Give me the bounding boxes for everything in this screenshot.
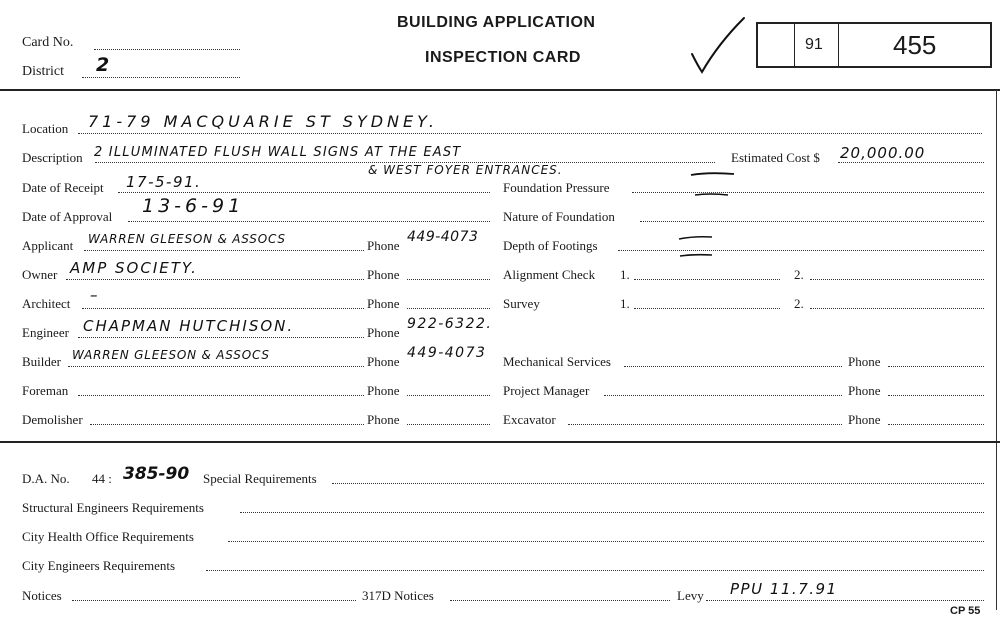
excavator-label: Excavator xyxy=(503,412,556,427)
foreman-label: Foreman xyxy=(22,383,69,398)
applicant-phone-value: 449-4073 xyxy=(407,229,479,245)
city-engineers-label: City Engineers Requirements xyxy=(22,558,176,573)
card-no-label: Card No. xyxy=(22,35,74,50)
builder-phone-label: Phone xyxy=(367,354,400,369)
card-no-line xyxy=(94,49,240,50)
foreman-phone-label: Phone xyxy=(367,383,400,398)
alignment-check-label: Alignment Check xyxy=(503,267,596,282)
survey-1-label: 1. xyxy=(620,296,630,311)
structural-engineers-label: Structural Engineers Requirements xyxy=(22,500,204,515)
owner-value: AMP SOCIETY. xyxy=(70,259,198,277)
engineer-value: CHAPMAN HUTCHISON. xyxy=(83,317,295,335)
location-label: Location xyxy=(22,121,69,136)
date-of-receipt-label: Date of Receipt xyxy=(22,180,104,195)
builder-label: Builder xyxy=(22,354,61,369)
date-of-approval-value: 13-6-91 xyxy=(142,195,245,217)
da-no-prefix: 44 : xyxy=(92,471,112,486)
dash-mark-icon xyxy=(688,170,738,180)
applicant-value: WARREN GLEESON & ASSOCS xyxy=(88,232,286,246)
city-health-office-label: City Health Office Requirements xyxy=(22,529,194,544)
levy-label: Levy xyxy=(677,588,704,603)
architect-phone-label: Phone xyxy=(367,296,400,311)
special-requirements-label: Special Requirements xyxy=(203,471,317,486)
dash-mark-icon xyxy=(692,190,732,200)
district-value: 2 xyxy=(96,54,110,76)
project-manager-phone-label: Phone xyxy=(848,383,881,398)
district-line xyxy=(82,77,240,78)
owner-phone-label: Phone xyxy=(367,267,400,282)
description-label: Description xyxy=(22,150,83,165)
top-rule xyxy=(0,89,1000,91)
description-value-2: & WEST FOYER ENTRANCES. xyxy=(368,163,563,177)
title-line-2: INSPECTION CARD xyxy=(425,49,581,66)
district-label: District xyxy=(22,64,64,79)
file-number: 455 xyxy=(893,30,937,60)
builder-phone-value: 449-4073 xyxy=(407,345,487,361)
architect-value: – xyxy=(90,286,99,304)
dash-mark-icon xyxy=(676,232,716,260)
title-line-1: BUILDING APPLICATION xyxy=(397,14,596,31)
alignment-check-2-label: 2. xyxy=(794,267,804,282)
file-prefix: 91 xyxy=(805,36,823,53)
survey-2-label: 2. xyxy=(794,296,804,311)
alignment-check-1-label: 1. xyxy=(620,267,630,282)
estimated-cost-value: 20,000.00 xyxy=(840,144,926,162)
date-of-receipt-value: 17-5-91. xyxy=(126,173,202,191)
project-manager-label: Project Manager xyxy=(503,383,590,398)
file-number-box xyxy=(756,22,992,68)
foundation-pressure-label: Foundation Pressure xyxy=(503,180,610,195)
builder-value: WARREN GLEESON & ASSOCS xyxy=(72,348,270,362)
da-no-label: D.A. No. xyxy=(22,471,70,486)
mechanical-services-phone-label: Phone xyxy=(848,354,881,369)
applicant-label: Applicant xyxy=(22,238,74,253)
middle-rule xyxy=(0,441,1000,443)
da-no-value: 385-90 xyxy=(123,464,190,484)
engineer-phone-label: Phone xyxy=(367,325,400,340)
demolisher-label: Demolisher xyxy=(22,412,83,427)
demolisher-phone-label: Phone xyxy=(367,412,400,427)
applicant-phone-label: Phone xyxy=(367,238,400,253)
checkmark-icon xyxy=(688,14,748,74)
estimated-cost-label: Estimated Cost $ xyxy=(731,150,820,165)
nature-of-foundation-label: Nature of Foundation xyxy=(503,209,615,224)
excavator-phone-label: Phone xyxy=(848,412,881,427)
location-value: 71-79 MACQUARIE ST SYDNEY. xyxy=(88,112,438,131)
depth-of-footings-label: Depth of Footings xyxy=(503,238,598,253)
engineer-phone-value: 922-6322. xyxy=(407,316,493,332)
levy-value: PPU 11.7.91 xyxy=(730,580,838,598)
date-of-approval-label: Date of Approval xyxy=(22,209,113,224)
survey-label: Survey xyxy=(503,296,540,311)
description-value-1: 2 ILLUMINATED FLUSH WALL SIGNS AT THE EAST xyxy=(94,145,462,160)
notices-label: Notices xyxy=(22,588,62,603)
owner-label: Owner xyxy=(22,267,58,282)
mechanical-services-label: Mechanical Services xyxy=(503,354,611,369)
form-code: CP 55 xyxy=(950,605,981,617)
engineer-label: Engineer xyxy=(22,325,69,340)
architect-label: Architect xyxy=(22,296,71,311)
317d-notices-label: 317D Notices xyxy=(362,588,434,603)
